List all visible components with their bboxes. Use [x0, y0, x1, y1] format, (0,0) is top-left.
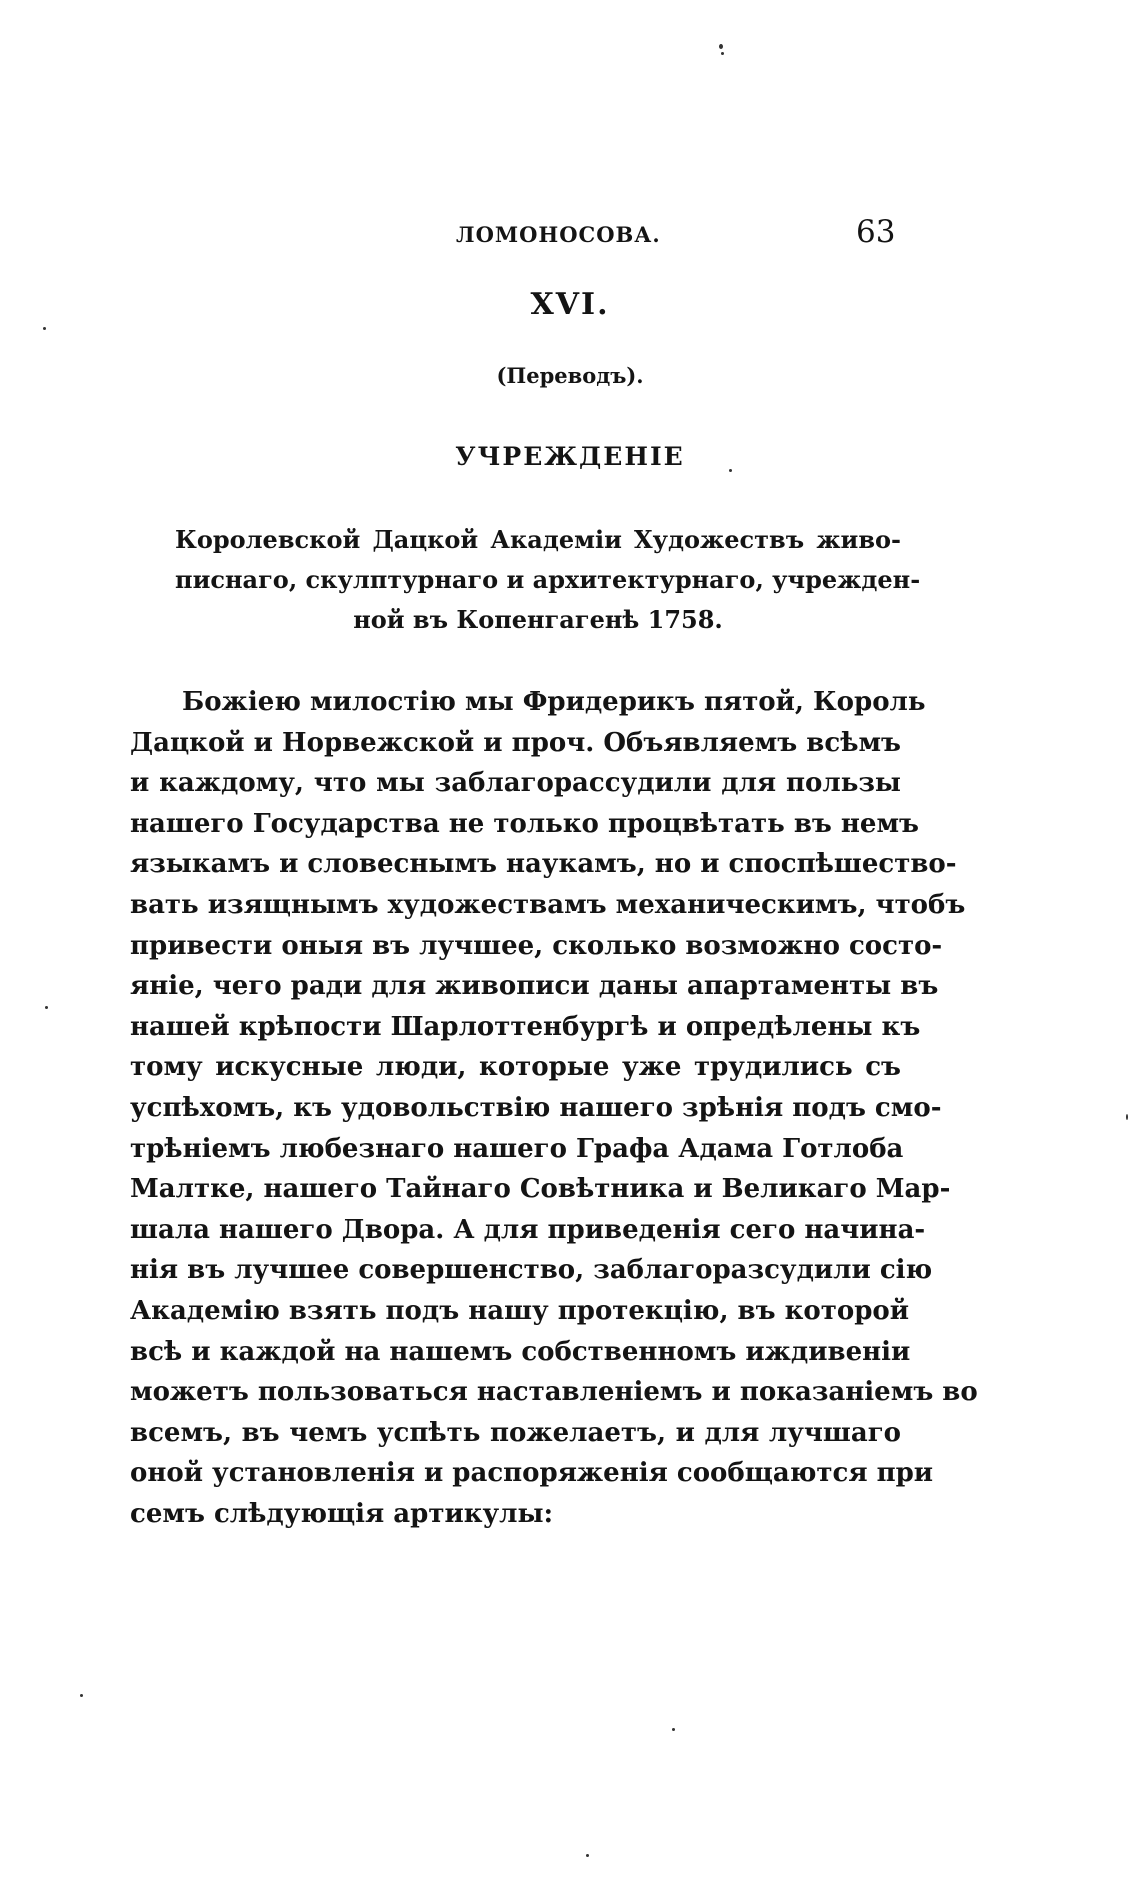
document-title: УЧРЕЖДЕНІЕ [455, 442, 685, 471]
page-number: 63 [856, 214, 896, 250]
translation-note: (Переводъ). [496, 363, 644, 388]
text-line: всемъ, въ чемъ успѣть пожелаетъ, и для лучшаго [130, 1417, 901, 1448]
subtitle-line: ной въ Копенгагенѣ 1758. [353, 605, 723, 634]
scan-speck [586, 1854, 589, 1857]
text-line: можетъ пользоваться наставленіемъ и показаніемъ во [130, 1377, 978, 1408]
text-line: Божіею милостію мы Фридерикъ пятой, Король [182, 687, 926, 717]
scan-speck [719, 44, 723, 49]
text-line: шала нашего Двора. А для приведенія сего начина- [130, 1214, 926, 1245]
text-line: Малтке, нашего Тайнаго Совѣтника и Великаго Мар- [130, 1174, 951, 1205]
text-line: языкамъ и словеснымъ наукамъ, но и споспѣшество- [130, 849, 957, 880]
text-line: нія въ лучшее совершенство, заблагоразсудили сію [130, 1255, 933, 1286]
scan-speck [1126, 1114, 1128, 1120]
text-line: Академію взять подъ нашу протекцію, въ которой [130, 1295, 909, 1326]
scan-speck [729, 469, 732, 472]
text-line: оной установленія и распоряженія сообщаются при [130, 1458, 934, 1489]
scan-speck [80, 1694, 83, 1697]
scan-speck [45, 1006, 48, 1009]
scan-speck [672, 1728, 675, 1731]
text-line: нашего Государства не только процвѣтать въ немъ [130, 808, 919, 839]
text-line: вать изящнымъ художествамъ механическимъ, чтобъ [130, 889, 966, 920]
text-line: успѣхомъ, къ удовольствію нашего зрѣнія подъ смо- [130, 1092, 942, 1123]
text-line: всѣ и каждой на нашемъ собственномъ иждивеніи [130, 1336, 911, 1367]
text-line: и каждому, что мы заблагорассудили для пользы [130, 768, 901, 799]
scan-speck [43, 327, 46, 330]
text-line: тому искусные люди, которые уже трудились съ [130, 1052, 901, 1083]
text-line: семъ слѣдующія артикулы: [130, 1498, 554, 1529]
document-subtitle [175, 520, 921, 640]
subtitle-line: Королевской Дацкой Академіи Художествъ живо- [175, 525, 901, 554]
body-paragraph [130, 682, 978, 1534]
subtitle-line: писнаго, скулптурнаго и архитектурнаго, учрежден- [175, 565, 921, 594]
text-line: яніе, чего ради для живописи даны апартаменты въ [130, 971, 939, 1002]
running-head: ЛОМОНОСОВА. [456, 222, 661, 247]
text-line: трѣніемъ любезнаго нашего Графа Адама Готлоба [130, 1133, 904, 1164]
text-line: привести оныя въ лучшее, сколько возможно состо- [130, 930, 943, 961]
section-number: XVI. [530, 287, 610, 322]
scan-speck [721, 52, 724, 55]
text-line: Дацкой и Норвежской и проч. Объявляемъ всѣмъ [130, 727, 901, 758]
text-line: нашей крѣпости Шарлоттенбургѣ и опредѣлены къ [130, 1011, 921, 1042]
